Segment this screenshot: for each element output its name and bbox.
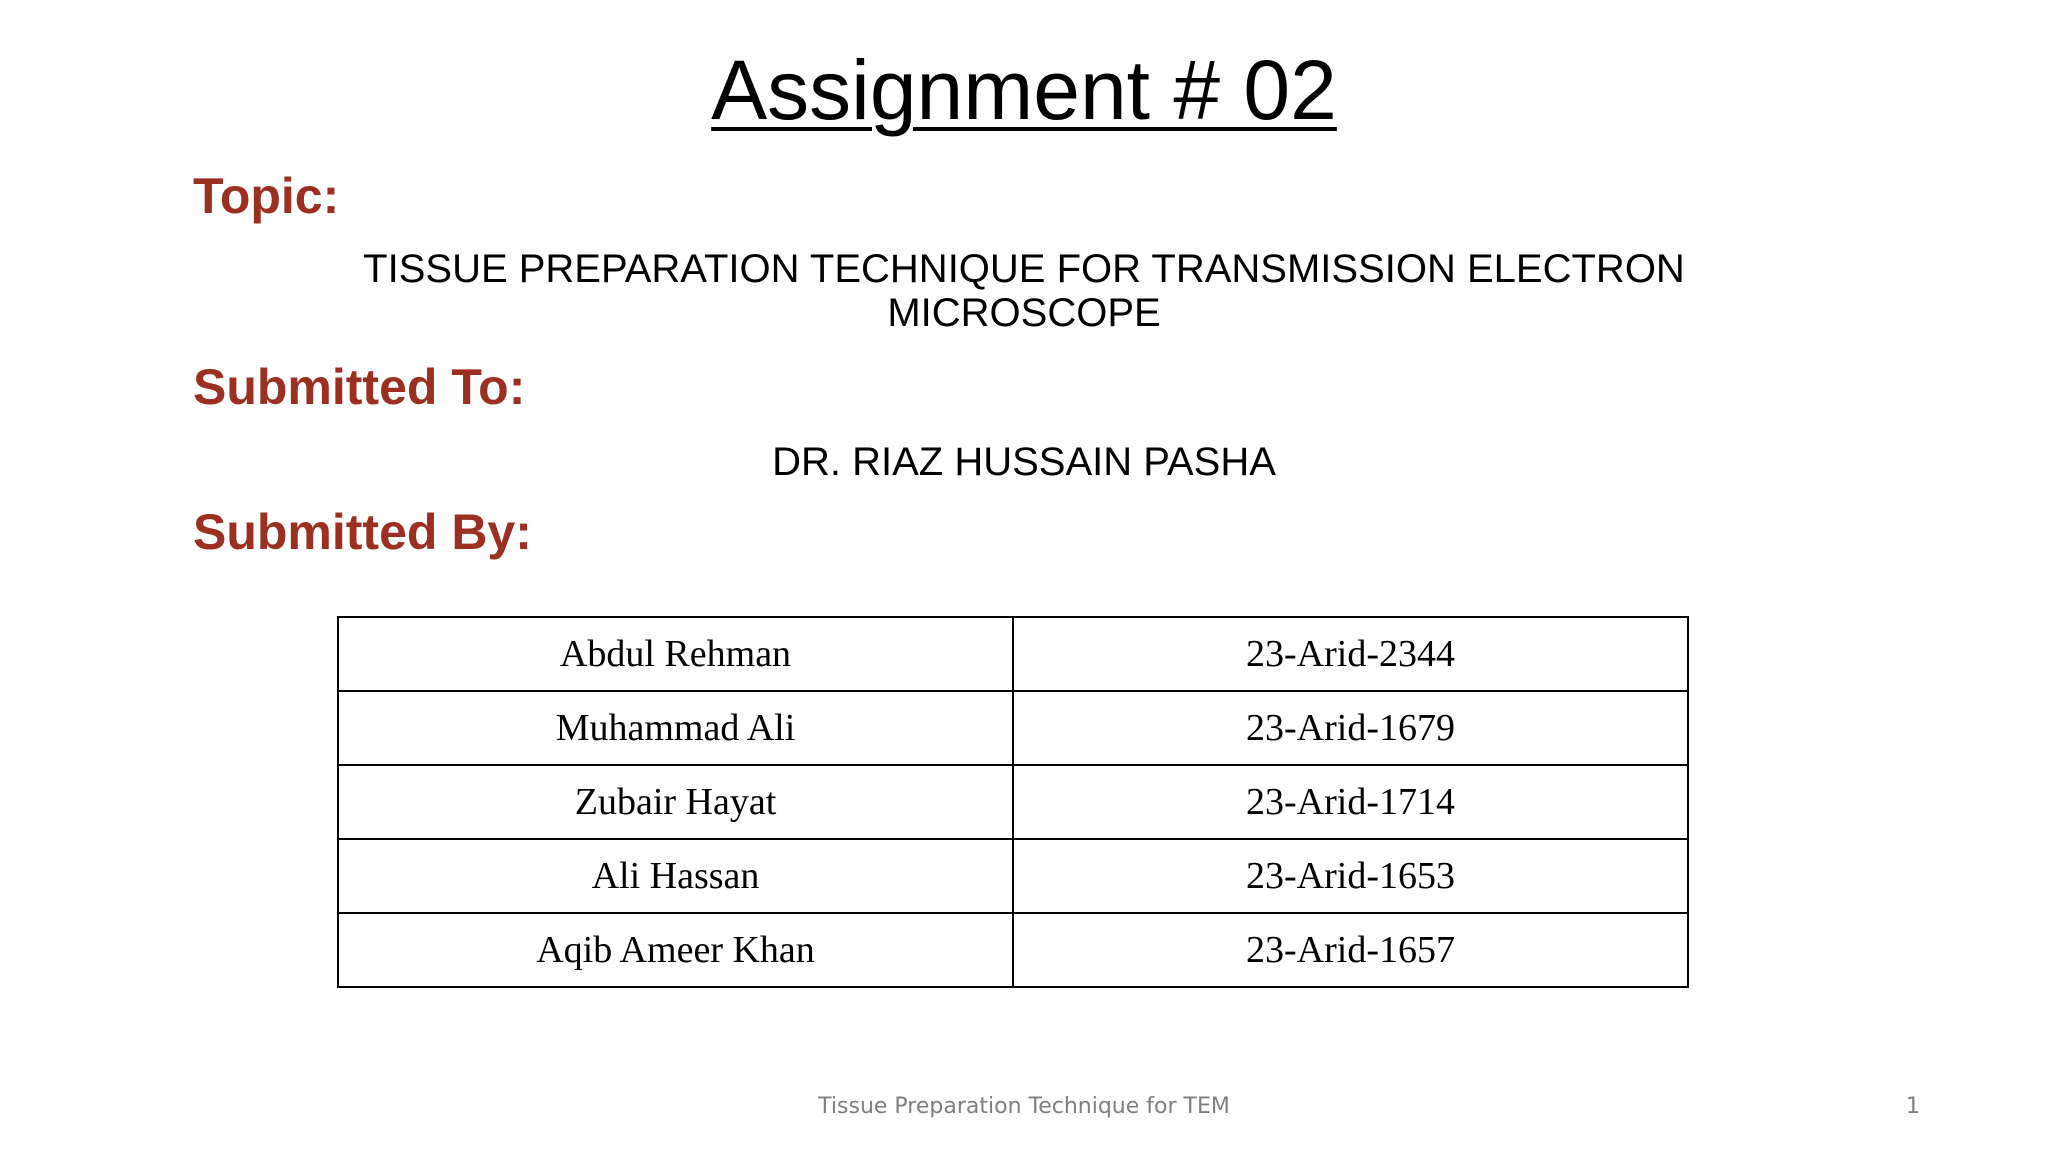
submitted-to-text: DR. RIAZ HUSSAIN PASHA bbox=[772, 440, 1276, 484]
table-row bbox=[338, 617, 1688, 691]
member-name: Aqib Ameer Khan bbox=[338, 913, 1013, 987]
member-name: Zubair Hayat bbox=[338, 765, 1013, 839]
member-name: Ali Hassan bbox=[338, 839, 1013, 913]
topic-text bbox=[0, 247, 2048, 335]
table-row bbox=[338, 691, 1688, 765]
footer-text: Tissue Preparation Technique for TEM bbox=[818, 1094, 1230, 1119]
submitted-to-heading: Submitted To: bbox=[193, 359, 526, 415]
page-number: 1 bbox=[1906, 1094, 1920, 1119]
table-row bbox=[338, 839, 1688, 913]
table-row bbox=[338, 765, 1688, 839]
member-id: 23-Arid-1657 bbox=[1013, 913, 1688, 987]
submitted-by-heading: Submitted By: bbox=[193, 504, 532, 560]
member-name: Abdul Rehman bbox=[338, 617, 1013, 691]
slide-title: Assignment # 02 bbox=[711, 43, 1337, 137]
member-name: Muhammad Ali bbox=[338, 691, 1013, 765]
members-table bbox=[337, 616, 1689, 988]
topic-text-content: TISSUE PREPARATION TECHNIQUE FOR TRANSMISSION ELECTRON MICROSCOPE bbox=[363, 247, 1685, 335]
table-row bbox=[338, 913, 1688, 987]
member-id: 23-Arid-1653 bbox=[1013, 839, 1688, 913]
member-id: 23-Arid-1714 bbox=[1013, 765, 1688, 839]
member-id: 23-Arid-2344 bbox=[1013, 617, 1688, 691]
topic-heading: Topic: bbox=[193, 168, 340, 224]
member-id: 23-Arid-1679 bbox=[1013, 691, 1688, 765]
